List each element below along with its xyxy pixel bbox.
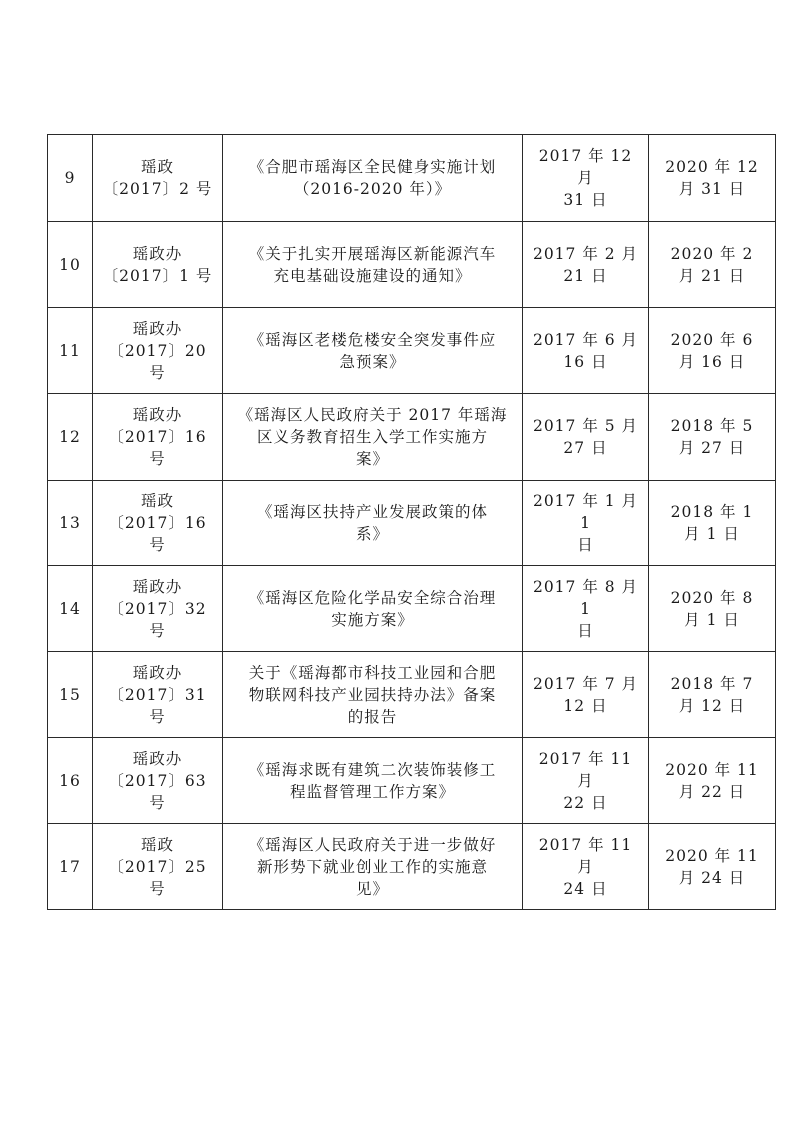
table-row bbox=[48, 222, 776, 308]
row-number: 16 bbox=[48, 738, 93, 824]
start-date: 2017 年 12 月 31 日 bbox=[523, 135, 649, 222]
end-date: 2020 年 6 月 16 日 bbox=[649, 308, 776, 394]
document-title: 《关于扎实开展瑶海区新能源汽车 充电基础设施建设的通知》 bbox=[223, 222, 523, 308]
start-date: 2017 年 11 月 24 日 bbox=[523, 824, 649, 910]
document-number: 瑶政 〔2017〕16 号 bbox=[93, 481, 223, 566]
start-date: 2017 年 1 月 1 日 bbox=[523, 481, 649, 566]
start-date: 2017 年 7 月 12 日 bbox=[523, 652, 649, 738]
end-date: 2020 年 12 月 31 日 bbox=[649, 135, 776, 222]
table-row bbox=[48, 824, 776, 910]
start-date: 2017 年 6 月 16 日 bbox=[523, 308, 649, 394]
row-number: 10 bbox=[48, 222, 93, 308]
end-date: 2020 年 8 月 1 日 bbox=[649, 566, 776, 652]
start-date: 2017 年 11 月 22 日 bbox=[523, 738, 649, 824]
end-date: 2020 年 11 月 22 日 bbox=[649, 738, 776, 824]
row-number: 12 bbox=[48, 394, 93, 481]
document-title: 《瑶海求既有建筑二次装饰装修工 程监督管理工作方案》 bbox=[223, 738, 523, 824]
document-title: 《瑶海区人民政府关于进一步做好 新形势下就业创业工作的实施意 见》 bbox=[223, 824, 523, 910]
document-title: 《瑶海区人民政府关于 2017 年瑶海 区义务教育招生入学工作实施方 案》 bbox=[223, 394, 523, 481]
policy-document-table bbox=[47, 134, 776, 910]
document-number: 瑶政 〔2017〕2 号 bbox=[93, 135, 223, 222]
end-date: 2020 年 2 月 21 日 bbox=[649, 222, 776, 308]
row-number: 17 bbox=[48, 824, 93, 910]
document-number: 瑶政办 〔2017〕20 号 bbox=[93, 308, 223, 394]
row-number: 11 bbox=[48, 308, 93, 394]
document-title: 关于《瑶海都市科技工业园和合肥 物联网科技产业园扶持办法》备案 的报告 bbox=[223, 652, 523, 738]
document-number: 瑶政 〔2017〕25 号 bbox=[93, 824, 223, 910]
document-number: 瑶政办 〔2017〕31 号 bbox=[93, 652, 223, 738]
end-date: 2018 年 5 月 27 日 bbox=[649, 394, 776, 481]
row-number: 15 bbox=[48, 652, 93, 738]
table-row bbox=[48, 481, 776, 566]
table-row bbox=[48, 738, 776, 824]
end-date: 2018 年 1 月 1 日 bbox=[649, 481, 776, 566]
table-row bbox=[48, 394, 776, 481]
end-date: 2020 年 11 月 24 日 bbox=[649, 824, 776, 910]
table-row bbox=[48, 135, 776, 222]
document-title: 《瑶海区危险化学品安全综合治理 实施方案》 bbox=[223, 566, 523, 652]
start-date: 2017 年 5 月 27 日 bbox=[523, 394, 649, 481]
table-row bbox=[48, 566, 776, 652]
row-number: 13 bbox=[48, 481, 93, 566]
document-title: 《瑶海区扶持产业发展政策的体 系》 bbox=[223, 481, 523, 566]
start-date: 2017 年 2 月 21 日 bbox=[523, 222, 649, 308]
document-number: 瑶政办 〔2017〕63 号 bbox=[93, 738, 223, 824]
document-number: 瑶政办 〔2017〕1 号 bbox=[93, 222, 223, 308]
document-title: 《瑶海区老楼危楼安全突发事件应 急预案》 bbox=[223, 308, 523, 394]
document-title: 《合肥市瑶海区全民健身实施计划 （2016-2020 年）》 bbox=[223, 135, 523, 222]
row-number: 9 bbox=[48, 135, 93, 222]
table-row bbox=[48, 308, 776, 394]
document-number: 瑶政办 〔2017〕32 号 bbox=[93, 566, 223, 652]
table-row bbox=[48, 652, 776, 738]
end-date: 2018 年 7 月 12 日 bbox=[649, 652, 776, 738]
document-number: 瑶政办 〔2017〕16 号 bbox=[93, 394, 223, 481]
row-number: 14 bbox=[48, 566, 93, 652]
start-date: 2017 年 8 月 1 日 bbox=[523, 566, 649, 652]
